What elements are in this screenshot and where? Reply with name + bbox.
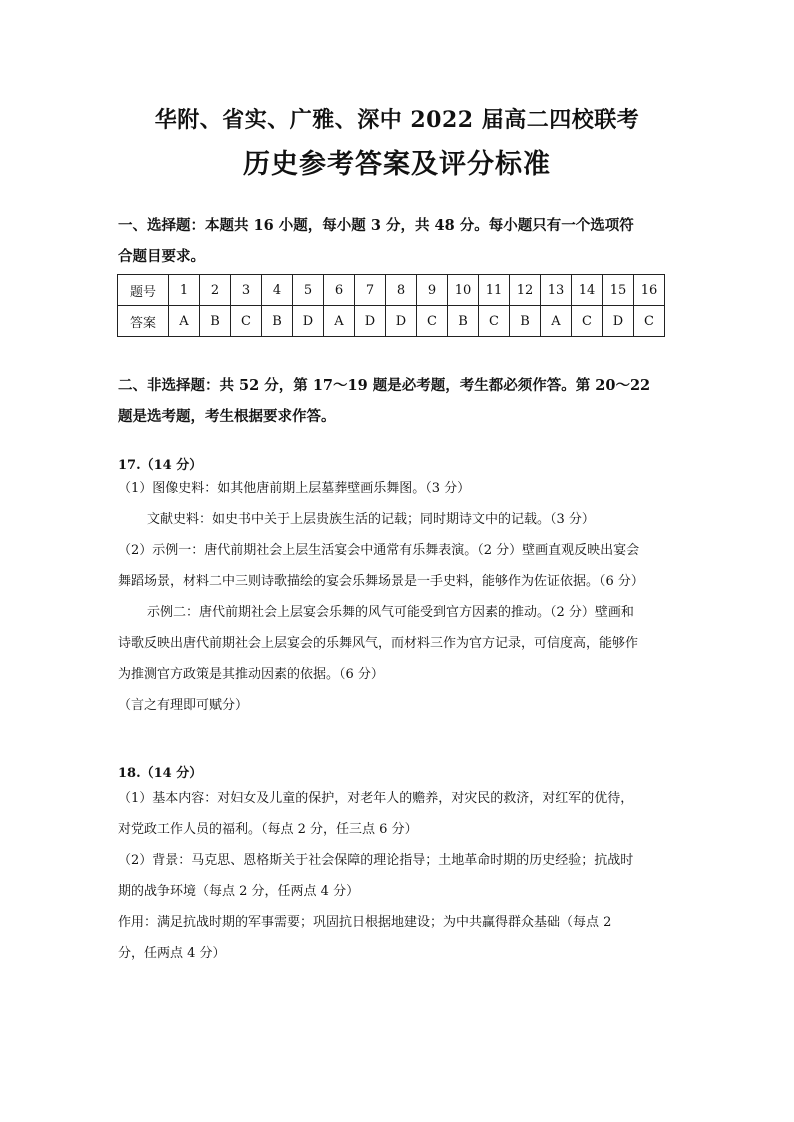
number-cell: 3: [231, 275, 262, 306]
number-cell: 6: [324, 275, 355, 306]
answer-cell: A: [541, 306, 572, 337]
answer-cell: D: [355, 306, 386, 337]
answer-cell: B: [510, 306, 541, 337]
number-cell: 1: [169, 275, 200, 306]
q17-line: 舞蹈场景，材料二中三则诗歌描绘的宴会乐舞场景是一手史料，能够作为佐证依据。（6 分）: [118, 574, 644, 589]
q18-line: 期的战争环境（每点 2 分，任两点 4 分）: [118, 884, 360, 899]
q17-line: （1）图像史料：如其他唐前期上层墓葬壁画乐舞图。（3 分）: [118, 481, 471, 496]
answer-row: [118, 306, 665, 337]
answer-table: [117, 274, 665, 337]
q18-line: （2）背景：马克思、恩格斯关于社会保障的理论指导；土地革命时期的历史经验；抗战时: [118, 853, 634, 868]
q17-heading: 17.（14 分）: [118, 458, 203, 473]
section2-line1: 二、非选择题：共 52 分，第 17～19 题是必考题，考生都必须作答。第 20～22: [118, 377, 651, 394]
number-row-header: 题号: [118, 275, 169, 306]
answer-cell: D: [386, 306, 417, 337]
section1-heading: [118, 210, 678, 272]
number-cell: 10: [448, 275, 479, 306]
q18-line: 分，任两点 4 分）: [118, 946, 226, 961]
number-cell: 14: [572, 275, 603, 306]
number-row: [118, 275, 665, 306]
answer-cell: C: [231, 306, 262, 337]
number-cell: 9: [417, 275, 448, 306]
answer-cell: D: [603, 306, 634, 337]
answer-cell: C: [572, 306, 603, 337]
q18-heading: 18.（14 分）: [118, 766, 203, 781]
number-cell: 12: [510, 275, 541, 306]
number-cell: 7: [355, 275, 386, 306]
answer-cell: C: [479, 306, 510, 337]
answer-cell: A: [169, 306, 200, 337]
q17-note: （言之有理即可赋分）: [118, 698, 249, 713]
answer-cell: B: [448, 306, 479, 337]
q17-line: 示例二：唐代前期社会上层宴会乐舞的风气可能受到官方因素的推动。（2 分）壁画和: [147, 605, 634, 620]
q18-line: （1）基本内容：对妇女及儿童的保护，对老年人的赡养，对灾民的救济，对红军的优待，: [118, 791, 634, 806]
section1-line2: 合题目要求。: [118, 248, 205, 265]
q17-line: 文献史料：如史书中关于上层贵族生活的记载；同时期诗文中的记载。（3 分）: [147, 512, 595, 527]
number-cell: 15: [603, 275, 634, 306]
answer-cell: C: [634, 306, 665, 337]
answer-cell: A: [324, 306, 355, 337]
answer-cell: C: [417, 306, 448, 337]
answer-cell: B: [262, 306, 293, 337]
answer-cell: B: [200, 306, 231, 337]
number-cell: 16: [634, 275, 665, 306]
exam-title: 华附、省实、广雅、深中 2022 届高二四校联考: [154, 107, 640, 133]
q17-line: 诗歌反映出唐代前期社会上层宴会的乐舞风气，而材料三作为官方记录，可信度高，能够作: [118, 636, 639, 651]
number-cell: 4: [262, 275, 293, 306]
section1-line1: 一、选择题：本题共 16 小题，每小题 3 分，共 48 分。每小题只有一个选项符: [118, 217, 634, 234]
number-cell: 8: [386, 275, 417, 306]
q18-line: 作用：满足抗战时期的军事需要；巩固抗日根据地建设；为中共赢得群众基础（每点 2: [118, 915, 612, 930]
section2-heading: [118, 370, 678, 432]
section2-line2: 题是选考题，考生根据要求作答。: [118, 408, 336, 425]
answer-row-header: 答案: [118, 306, 169, 337]
document-title: 历史参考答案及评分标准: [243, 149, 551, 180]
q17-line: （2）示例一：唐代前期社会上层生活宴会中通常有乐舞表演。（2 分）壁画直观反映出宴会: [118, 543, 640, 558]
number-cell: 5: [293, 275, 324, 306]
number-cell: 13: [541, 275, 572, 306]
q17-line: 为推测官方政策是其推动因素的依据。（6 分）: [118, 667, 384, 682]
answer-cell: D: [293, 306, 324, 337]
q18-line: 对党政工作人员的福利。（每点 2 分，任三点 6 分）: [118, 822, 418, 837]
number-cell: 2: [200, 275, 231, 306]
number-cell: 11: [479, 275, 510, 306]
